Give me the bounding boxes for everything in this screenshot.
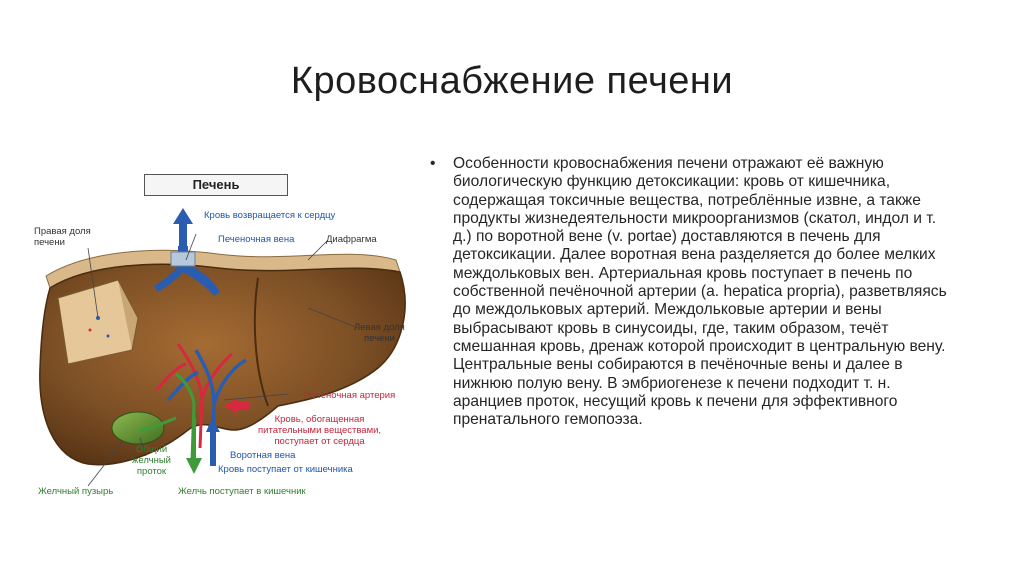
label-left-lobe: Левая доля печени (354, 322, 405, 344)
up-arrow-icon (173, 208, 193, 250)
label-diaphragm: Диафрагма (326, 234, 377, 245)
diagram-title: Печень (144, 174, 288, 196)
label-bile-out: Желчь поступает в кишечник (178, 486, 306, 497)
label-from-intestine: Кровь поступает от кишечника (218, 464, 353, 475)
slide-title: Кровоснабжение печени (290, 60, 734, 102)
liver-diagram (28, 168, 418, 508)
bullet-marker: • (430, 155, 436, 172)
body-paragraph: Особенности кровоснабжения печени отражают её важную биологическую функцию детоксикации: кровь от кишечника, содержащая токсичные вещества, потреблённые извне, а также продукты жизнедеятельности микроорганизмов (скатол, индол и т. д.) по воротной вене (v. portae) доставляются в печень для детоксикации. Далее воротная вена разделяется до более мелких междольковых вен. Артериальная кровь поступает в печень по собственной печёночной артерии (a. hepatica propria), разветвляясь до междольковых артерий. Междольковые артерии и вены выбрасывают кровь в синусоиды, где, таким образом, течёт смешанная кровь, дренаж которой происходит в центральную вену. Центральные вены собираются в печёночные вены и далее в нижнюю полую вену. В эмбриогенезе к печени подходит т. н. аранциев проток, несущий кровь к печени для эффективного пренатального гемопоэза. (453, 155, 947, 429)
label-portal-vein: Воротная вена (230, 450, 296, 461)
label-blood-returns: Кровь возвращается к сердцу (204, 210, 336, 221)
label-hepatic-vein: Печеночная вена (218, 234, 295, 245)
label-common-duct: Общий желчный проток (132, 444, 171, 477)
body-text-block (430, 155, 956, 429)
gallbladder-shape (112, 412, 164, 444)
label-gallbladder: Желчный пузырь (38, 486, 114, 497)
label-hepatic-artery: Печеночная артерия (304, 390, 396, 401)
label-right-lobe: Правая доля печени (34, 226, 91, 248)
label-nutrient-blood: Кровь, обогащенная питательными веществами, поступает от сердца (258, 414, 382, 447)
